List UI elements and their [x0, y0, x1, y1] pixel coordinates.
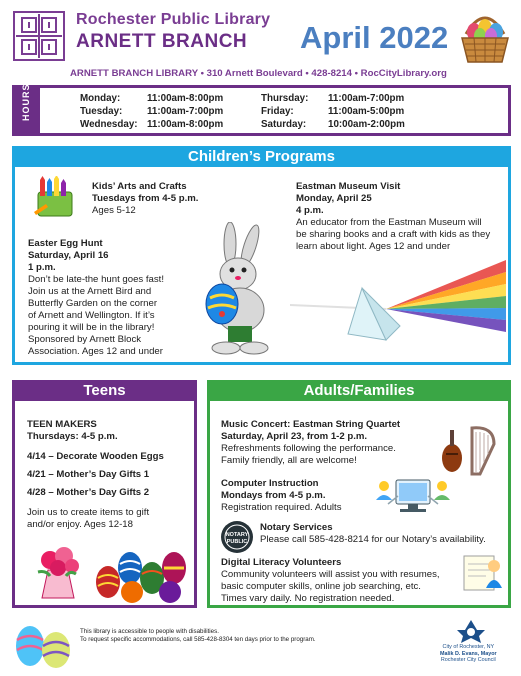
easter-line: Don’t be late-the hunt goes fast!: [28, 274, 164, 285]
kids-arts-when: Tuesdays from 4-5 p.m.: [92, 193, 199, 204]
concert-date: Saturday, April 23, from 1-2 p.m.: [221, 431, 368, 442]
concert-title: Music Concert: Eastman String Quartet: [221, 419, 401, 430]
teen-note: Join us to create items to gift: [27, 507, 150, 518]
accessibility-line-1: This library is accessible to people with disabilities.: [80, 628, 219, 635]
easter-line: Sponsored by Arnett Block: [28, 334, 142, 345]
harp-violin-image: [436, 424, 498, 476]
easter-basket-image: [454, 8, 516, 66]
city-line: Malik D. Evans, Mayor: [440, 650, 497, 657]
hours-time-tuesday: 11:00am-7:00pm: [147, 106, 224, 117]
museum-date: Monday, April 25: [296, 193, 372, 204]
teen-makers-title: TEEN MAKERS: [27, 419, 97, 430]
concert-line: Refreshments following the performance.: [221, 443, 396, 454]
digital-line: Community volunteers will assist you with resumes,: [221, 569, 440, 580]
city-logo: [455, 618, 487, 644]
digital-line: Times vary daily. No registration needed.: [221, 593, 395, 604]
easter-line: Join us at the Arnett Bird and: [28, 286, 152, 297]
digital-title: Digital Literacy Volunteers: [221, 557, 342, 568]
crayons-icon: [32, 176, 78, 218]
teen-note: and/or enjoy. Ages 12-18: [27, 519, 133, 530]
computer-when: Mondays from 4-5 p.m.: [221, 490, 326, 501]
prism-image: [290, 258, 506, 360]
city-line: City of Rochester, NY: [442, 644, 495, 650]
accessibility-line-2: To request specific accommodations, call 585-428-8304 ten days prior to the program.: [80, 636, 316, 643]
hours-day-wednesday: Wednesday:: [80, 119, 138, 130]
branch-name: ARNETT BRANCH: [76, 31, 248, 52]
teen-item: 4/28 – Mother’s Day Gifts 2: [27, 487, 150, 498]
adults-heading: Adults/Families: [207, 380, 511, 401]
hours-day-friday: Friday:: [261, 106, 294, 117]
easter-title: Easter Egg Hunt: [28, 238, 103, 249]
easter-line: Butterfly Garden on the corner: [28, 298, 158, 309]
children-heading: Children’s Programs: [12, 146, 511, 167]
accessibility-note: [80, 628, 316, 644]
library-logo: [12, 10, 66, 62]
computer-title: Computer Instruction: [221, 478, 319, 489]
month-title: April 2022: [300, 20, 449, 55]
hours-time-wednesday: 11:00am-8:00pm: [147, 119, 224, 130]
museum-line: learn about light. Ages 12 and under: [296, 241, 451, 252]
hours-day-thursday: Thursday:: [261, 93, 309, 104]
hours-label: HOURS: [21, 83, 31, 121]
computer-line: Registration required. Adults: [221, 502, 342, 513]
museum-title: Eastman Museum Visit: [296, 181, 401, 192]
computer-icon: [374, 474, 452, 516]
concert-line: Family friendly, all are welcome!: [221, 455, 357, 466]
decorated-eggs-image: [92, 538, 190, 604]
teen-item: 4/21 – Mother’s Day Gifts 1: [27, 469, 150, 480]
museum-line: be sharing books and a craft with kids as they: [296, 229, 491, 240]
easter-bunny-image: [188, 222, 280, 360]
volunteer-image: [458, 552, 504, 592]
hours-day-saturday: Saturday:: [261, 119, 307, 130]
easter-line: Association. Ages 12 and under: [28, 346, 163, 357]
hours-time-saturday: 10:00am-2:00pm: [328, 119, 405, 130]
easter-line: pouring it will be in the library!: [28, 322, 155, 333]
museum-line: An educator from the Eastman Museum will: [296, 217, 482, 228]
teen-item: 4/14 – Decorate Wooden Eggs: [27, 451, 164, 462]
kids-arts-ages: Ages 5-12: [92, 205, 136, 216]
hours-day-tuesday: Tuesday:: [80, 106, 123, 117]
easter-time: 1 p.m.: [28, 262, 56, 273]
kids-arts-title: Kids’ Arts and Crafts: [92, 181, 187, 192]
library-name: Rochester Public Library: [76, 11, 271, 28]
svg-text:PUBLIC: PUBLIC: [226, 539, 248, 545]
easter-line: of Arnett and Wellington. If it’s: [28, 310, 155, 321]
hours-time-monday: 11:00am-8:00pm: [147, 93, 224, 104]
flower-bouquet-image: [28, 540, 88, 602]
notary-title: Notary Services: [260, 522, 333, 533]
hours-time-thursday: 11:00am-7:00pm: [328, 93, 405, 104]
teen-makers-when: Thursdays: 4-5 p.m.: [27, 431, 118, 442]
easter-date: Saturday, April 16: [28, 250, 109, 261]
teens-heading: Teens: [12, 380, 197, 401]
hours-day-monday: Monday:: [80, 93, 121, 104]
svg-text:NOTARY: NOTARY: [225, 532, 249, 538]
digital-line: basic computer skills, online job searching, etc.: [221, 581, 421, 592]
notary-seal-icon: [220, 520, 254, 554]
hours-time-friday: 11:00am-5:00pm: [328, 106, 405, 117]
city-credit: [440, 644, 497, 664]
easter-eggs-footer-image: [12, 616, 74, 670]
notary-line: Please call 585-428-8214 for our Notary’s availability.: [260, 534, 486, 545]
museum-time: 4 p.m.: [296, 205, 324, 216]
address-line: ARNETT BRANCH LIBRARY • 310 Arnett Boulevard • 428-8214 • RocCityLibrary.org: [70, 68, 447, 79]
city-line: Rochester City Council: [440, 657, 496, 663]
